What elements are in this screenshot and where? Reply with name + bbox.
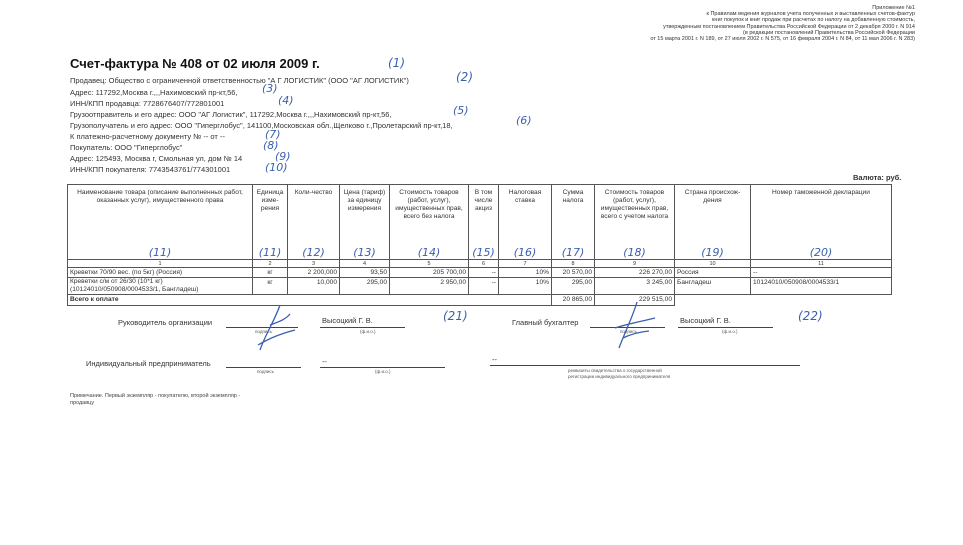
invoice-table (67, 184, 892, 306)
handwritten-mark: (9) (275, 150, 291, 163)
accountant-label: Главный бухгалтер (512, 318, 579, 327)
column-header: Стоимость товаров (работ, услуг), имущественных прав, всего с учетом налога (18) (595, 185, 675, 260)
registration-value: -- (492, 355, 497, 364)
seller-field: Продавец: Общество с ограниченной ответственностью "А Г ЛОГИСТИК" (ООО "АГ ЛОГИСТИК") (70, 76, 409, 85)
cell-tax-rate: 10% (499, 278, 552, 295)
column-header: Сумма налога (17) (552, 185, 595, 260)
handwritten-mark: (16) (513, 246, 537, 259)
cell-tax-amount: 295,00 (552, 278, 595, 295)
entrepreneur-label: Индивидуальный предприниматель (86, 359, 211, 368)
name-caption: (ф.и.о.) (722, 329, 738, 334)
accountant-signature-scribble (605, 298, 660, 353)
total-tax: 20 865,00 (552, 295, 595, 306)
footnote (70, 393, 240, 407)
handwritten-mark: (3) (262, 82, 278, 95)
column-number-row (68, 260, 892, 268)
handwritten-mark: (13) (353, 246, 376, 259)
handwritten-mark: (14) (417, 246, 441, 259)
column-number: 11 (751, 260, 892, 268)
signature-line (226, 367, 301, 368)
handwritten-mark: (15) (472, 246, 495, 259)
head-label: Руководитель организации (118, 318, 213, 327)
name-line (678, 327, 773, 328)
header-line: (в редакции постановлений Правительства Российской Федерации (743, 29, 915, 36)
handwritten-mark: (2) (456, 70, 473, 84)
column-header: Страна происхож-дения (19) (675, 185, 751, 260)
column-header: Налоговая ставка (16) (499, 185, 552, 260)
column-header: Стоимость товаров (работ, услуг), имущественных прав, всего без налога (14) (390, 185, 469, 260)
handwritten-mark: (10) (265, 161, 288, 174)
column-number: 6 (469, 260, 499, 268)
legal-header-note (650, 5, 915, 42)
handwritten-mark: (7) (265, 128, 281, 141)
cell-price: 93,50 (340, 268, 390, 278)
cell-unit: кг (253, 268, 288, 278)
payment-doc-field: К платежно-расчетному документу № -- от -- (70, 132, 225, 141)
column-number: 1 (68, 260, 253, 268)
buyer-address-field: Адрес: 125493, Москва г, Смольная ул, дом № 14 (70, 154, 243, 163)
total-row (68, 295, 892, 306)
handwritten-mark: (6) (516, 114, 532, 127)
header-line: книг покупок и книг продаж при расчетах по налогу на добавленную стоимость, (712, 17, 915, 24)
footnote-line: Примечание. Первый экземпляр - покупателю, второй экземпляр - (70, 393, 241, 399)
handwritten-mark: (11) (148, 246, 172, 259)
cell-excise: -- (469, 268, 499, 278)
table-header-row (68, 185, 892, 260)
column-number: 4 (340, 260, 390, 268)
handwritten-mark: (8) (263, 139, 279, 152)
entrepreneur-name: -- (322, 357, 327, 366)
handwritten-mark: (12) (302, 246, 325, 259)
column-header: Коли-чество (12) (288, 185, 340, 260)
cell-unit: кг (253, 278, 288, 295)
cell-quantity: 10,000 (288, 278, 340, 295)
cell-tax-amount: 20 570,00 (552, 268, 595, 278)
registration-line (490, 365, 800, 366)
seller-address-field: Адрес: 117292,Москва г.,,,Нахимовский пр-кт,56, (70, 88, 238, 97)
cell-cost-no-tax: 2 950,00 (390, 278, 469, 295)
header-line: утвержденным постановлением Правительства Российской Федерации от 2 декабря 2000 г. N 914 (663, 23, 915, 30)
handwritten-mark: (5) (453, 104, 469, 117)
column-header: Цена (тариф) за единицу измерения (13) (340, 185, 390, 260)
total-label: Всего к оплате (68, 295, 552, 306)
handwritten-mark: (17) (561, 246, 585, 259)
seller-inn-field: ИНН/КПП продавца: 7728676407/772801001 (70, 99, 225, 108)
column-header: Единица изме-рения (11) (253, 185, 288, 260)
cell-cost-with-tax: 3 245,00 (595, 278, 675, 295)
handwritten-mark: (11) (258, 246, 282, 259)
column-number: 10 (675, 260, 751, 268)
column-header: Наименование товара (описание выполненных работ, оказанных услуг), имущественного права (11) (68, 185, 253, 260)
consignee-field: Грузополучатель и его адрес: ООО "Гиперглобус", 141100,Московская обл.,Щелково г.,Пролетарский пр-кт,18, (70, 121, 453, 130)
column-header: В том числе акциз (15) (469, 185, 499, 260)
handwritten-mark: (20) (809, 246, 833, 259)
registration-caption: регистрации индивидуального предпринимателя (568, 374, 671, 379)
empty-cell (675, 295, 751, 306)
header-line: к Правилам ведения журналов учета полученных и выставленных счетов-фактур (706, 11, 915, 18)
head-name: Высоцкий Г. В. (322, 316, 373, 325)
footnote-line: продавцу (70, 400, 95, 406)
name-caption: (ф.и.о.) (360, 329, 376, 334)
handwritten-mark: (4) (278, 94, 294, 107)
table-row (68, 268, 892, 278)
cell-cost-with-tax: 226 270,00 (595, 268, 675, 278)
empty-cell (751, 295, 892, 306)
accountant-name: Высоцкий Г. В. (680, 316, 731, 325)
name-line (320, 367, 445, 368)
handwritten-mark: (18) (623, 246, 646, 259)
cell-quantity: 2 200,000 (288, 268, 340, 278)
cell-country: Россия (675, 268, 751, 278)
cell-declaration: 10124010/050908/0004533/1 (751, 278, 892, 295)
cell-product: Креветки с/м от 26/30 (10*1 кг) (10124010/050908/0004533/1, Бангладеш) (68, 278, 253, 295)
signature-caption: подпись (620, 329, 638, 334)
currency-label: Валюта: руб. (853, 173, 902, 182)
column-header: Номер таможенной декларации (20) (751, 185, 892, 260)
handwritten-mark: (22) (798, 309, 823, 323)
table-row (68, 278, 892, 295)
signature-caption: подпись (255, 329, 273, 334)
buyer-field: Покупатель: ООО "Гиперглобус" (70, 143, 183, 152)
handwritten-mark: (21) (443, 309, 468, 323)
name-caption: (ф.и.о.) (375, 369, 391, 374)
column-number: 8 (552, 260, 595, 268)
total-sum: 229 515,00 (595, 295, 675, 306)
cell-excise: -- (469, 278, 499, 295)
signature-caption: подпись (257, 369, 275, 374)
handwritten-mark: (1) (388, 56, 405, 70)
column-number: 3 (288, 260, 340, 268)
cell-country: Бангладеш (675, 278, 751, 295)
shipper-field: Грузоотправитель и его адрес: ООО "АГ Логистик", 117292,Москва г.,,,Нахимовский пр-кт,56, (70, 110, 392, 119)
column-number: 2 (253, 260, 288, 268)
header-line: Приложение №1 (872, 5, 915, 11)
header-line: от 15 марта 2001 г. N 189, от 27 июля 2002 г. N 575, от 16 февраля 2004 г. N 84, от 11 мая 2006 г. N 283) (650, 36, 915, 43)
head-signature-scribble (250, 300, 300, 355)
column-number: 9 (595, 260, 675, 268)
cell-cost-no-tax: 205 700,00 (390, 268, 469, 278)
cell-product: Креветки 70/90 вес. (по 5кг) (Россия) (68, 268, 253, 278)
buyer-inn-field: ИНН/КПП покупателя: 7743543761/774301001 (70, 165, 231, 174)
cell-price: 295,00 (340, 278, 390, 295)
name-line (320, 327, 405, 328)
invoice-title: Счет-фактура № 408 от 02 июля 2009 г. (70, 56, 320, 71)
column-number: 7 (499, 260, 552, 268)
cell-declaration: -- (751, 268, 892, 278)
handwritten-mark: (19) (701, 246, 724, 259)
registration-caption: реквизиты свидетельства о государственной (568, 368, 662, 373)
cell-tax-rate: 10% (499, 268, 552, 278)
column-number: 5 (390, 260, 469, 268)
